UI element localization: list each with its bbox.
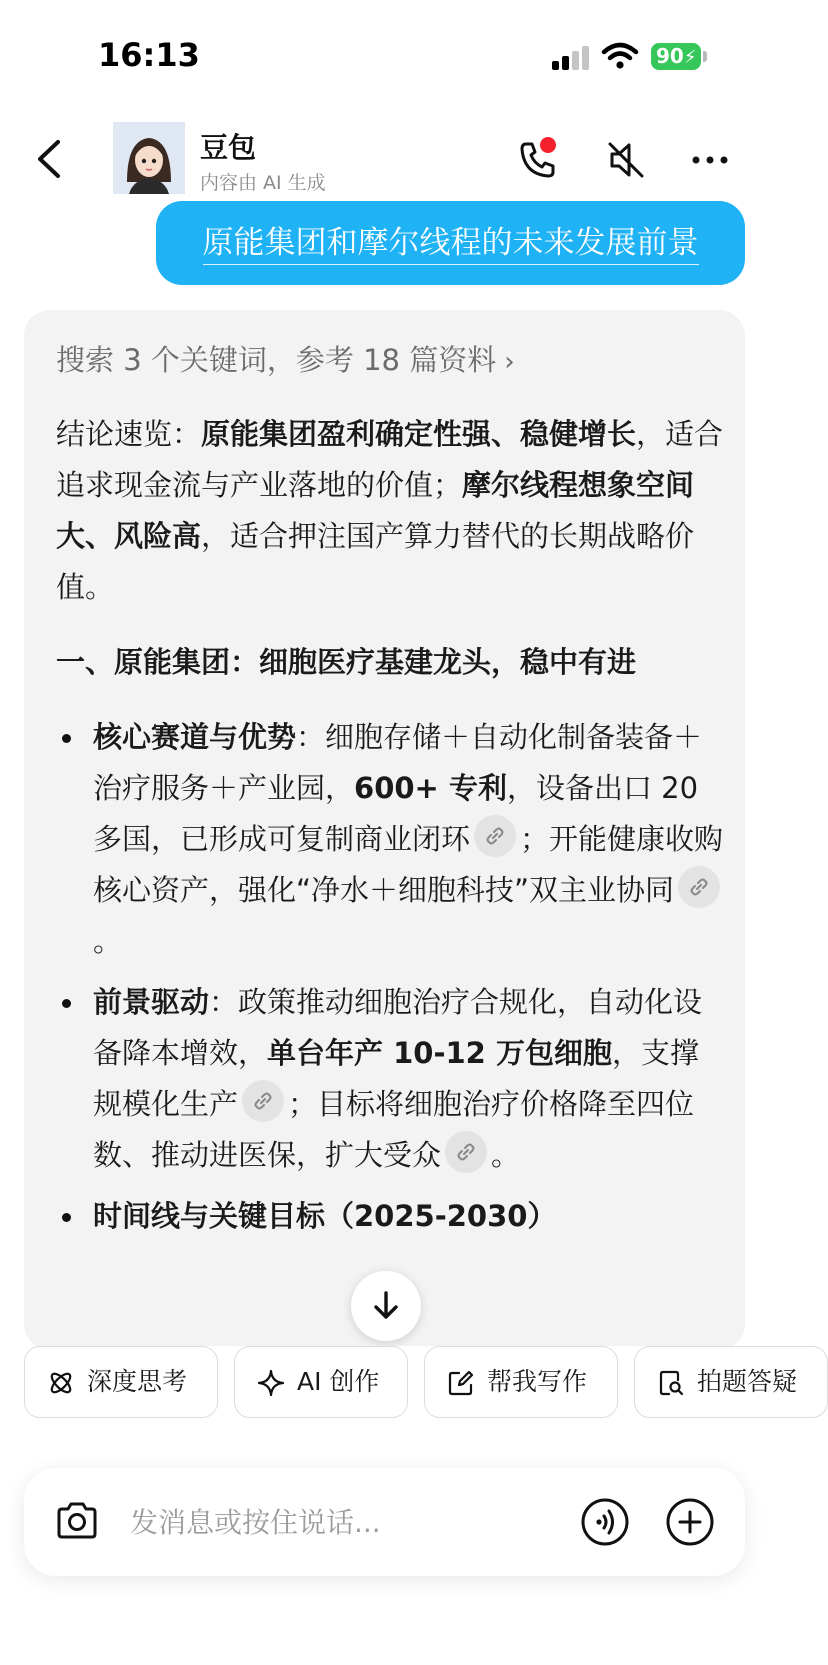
arrow-down-icon — [371, 1290, 401, 1322]
bullet-text: 。 — [491, 1138, 521, 1172]
bullet-highlight: 600+ 专利 — [354, 771, 507, 805]
status-bar — [0, 0, 769, 110]
status-time: 16:13 — [98, 36, 200, 74]
chat-header — [0, 112, 769, 208]
chip-label: 深度思考 — [87, 1367, 188, 1396]
bullet-title: 核心赛道与优势 — [93, 720, 297, 754]
document-search-icon — [657, 1369, 685, 1397]
chip-label: AI 创作 — [297, 1367, 380, 1396]
speaker-mute-icon[interactable] — [602, 136, 650, 184]
deep-thinking-chip[interactable] — [24, 1346, 218, 1418]
conclusion-text-1: ，适合追求现金流与产业落地的价值； — [56, 417, 724, 502]
chip-label: 帮我写作 — [487, 1367, 588, 1396]
bullet-text: ；开能健康收购核心资产，强化“净水＋细胞科技”双主业协同 — [93, 822, 724, 907]
bullet-list — [56, 712, 726, 1242]
chevron-right-icon: › — [504, 347, 515, 377]
message-input-bar — [24, 1468, 745, 1576]
writing-helper-chip[interactable] — [424, 1346, 618, 1418]
photo-question-chip[interactable] — [634, 1346, 828, 1418]
list-item — [56, 712, 726, 967]
bullet-text: 。 — [93, 924, 123, 958]
search-summary[interactable] — [56, 340, 726, 382]
quick-actions-bar — [0, 1346, 798, 1446]
back-icon[interactable] — [28, 134, 72, 184]
battery-cap — [703, 51, 707, 62]
atom-icon — [47, 1369, 75, 1397]
conclusion-label: 结论速览： — [56, 417, 202, 451]
reference-link-icon[interactable] — [678, 866, 720, 908]
battery-indicator: 90⚡ — [651, 43, 701, 70]
chip-label: 拍题答疑 — [697, 1367, 798, 1396]
bullet-text: ：细胞存储＋自动化制备装备＋治疗服务＋产业园， — [93, 720, 703, 805]
add-icon[interactable] — [664, 1496, 716, 1548]
message-input[interactable] — [130, 1498, 530, 1546]
battery-level: 90 — [656, 44, 684, 68]
conclusion-paragraph — [56, 409, 726, 613]
ai-creation-chip[interactable] — [234, 1346, 408, 1418]
bullet-title: 时间线与关键目标（2025-2030） — [93, 1199, 557, 1233]
ai-generated-note: 内容由 AI 生成 — [200, 172, 326, 194]
list-item — [56, 977, 726, 1181]
user-message-text: 原能集团和摩尔线程的未来发展前景 — [203, 225, 699, 265]
section-heading-1: 一、原能集团：细胞医疗基建龙头，稳中有进 — [56, 645, 637, 679]
wifi-icon — [602, 42, 638, 70]
voice-call-icon[interactable] — [579, 1496, 631, 1548]
scroll-to-bottom-button[interactable] — [351, 1271, 421, 1341]
answer-content — [56, 340, 726, 1245]
answer-card — [24, 310, 745, 1350]
reference-link-icon[interactable] — [242, 1080, 284, 1122]
signal-icon — [552, 46, 590, 70]
sparkle-icon — [257, 1369, 285, 1397]
bullet-highlight: 单台年产 10-12 万包细胞 — [267, 1036, 612, 1070]
conclusion-text-2: ，适合押注国产算力替代的长期战略价值。 — [56, 519, 695, 604]
bot-name: 豆包 — [200, 131, 257, 164]
call-notification-dot — [540, 137, 556, 153]
reference-link-icon[interactable] — [445, 1131, 487, 1173]
more-icon[interactable] — [686, 136, 734, 184]
list-item — [56, 1191, 726, 1242]
conclusion-highlight-1: 原能集团盈利确定性强、稳健增长 — [201, 417, 637, 451]
bullet-text: ：政策推动细胞治疗合规化，自动化设备降本增效， — [93, 985, 703, 1070]
search-summary-text: 搜索 3 个关键词，参考 18 篇资料 — [56, 343, 497, 377]
conclusion-highlight-2: 摩尔线程想象空间大、风险高 — [56, 468, 695, 553]
user-message-bubble[interactable] — [156, 201, 745, 285]
bullet-title: 前景驱动 — [93, 985, 210, 1019]
bullet-text: ；目标将细胞治疗价格降至四位数、推动进医保，扩大受众 — [93, 1087, 695, 1172]
bullet-text: ，支撑规模化生产 — [93, 1036, 699, 1121]
bullet-text: ，设备出口 20 多国，已形成可复制商业闭环 — [93, 771, 699, 856]
avatar[interactable] — [113, 122, 185, 194]
edit-icon — [447, 1369, 475, 1397]
avatar-image — [113, 122, 185, 194]
camera-icon[interactable] — [54, 1500, 100, 1542]
reference-link-icon[interactable] — [474, 815, 516, 857]
